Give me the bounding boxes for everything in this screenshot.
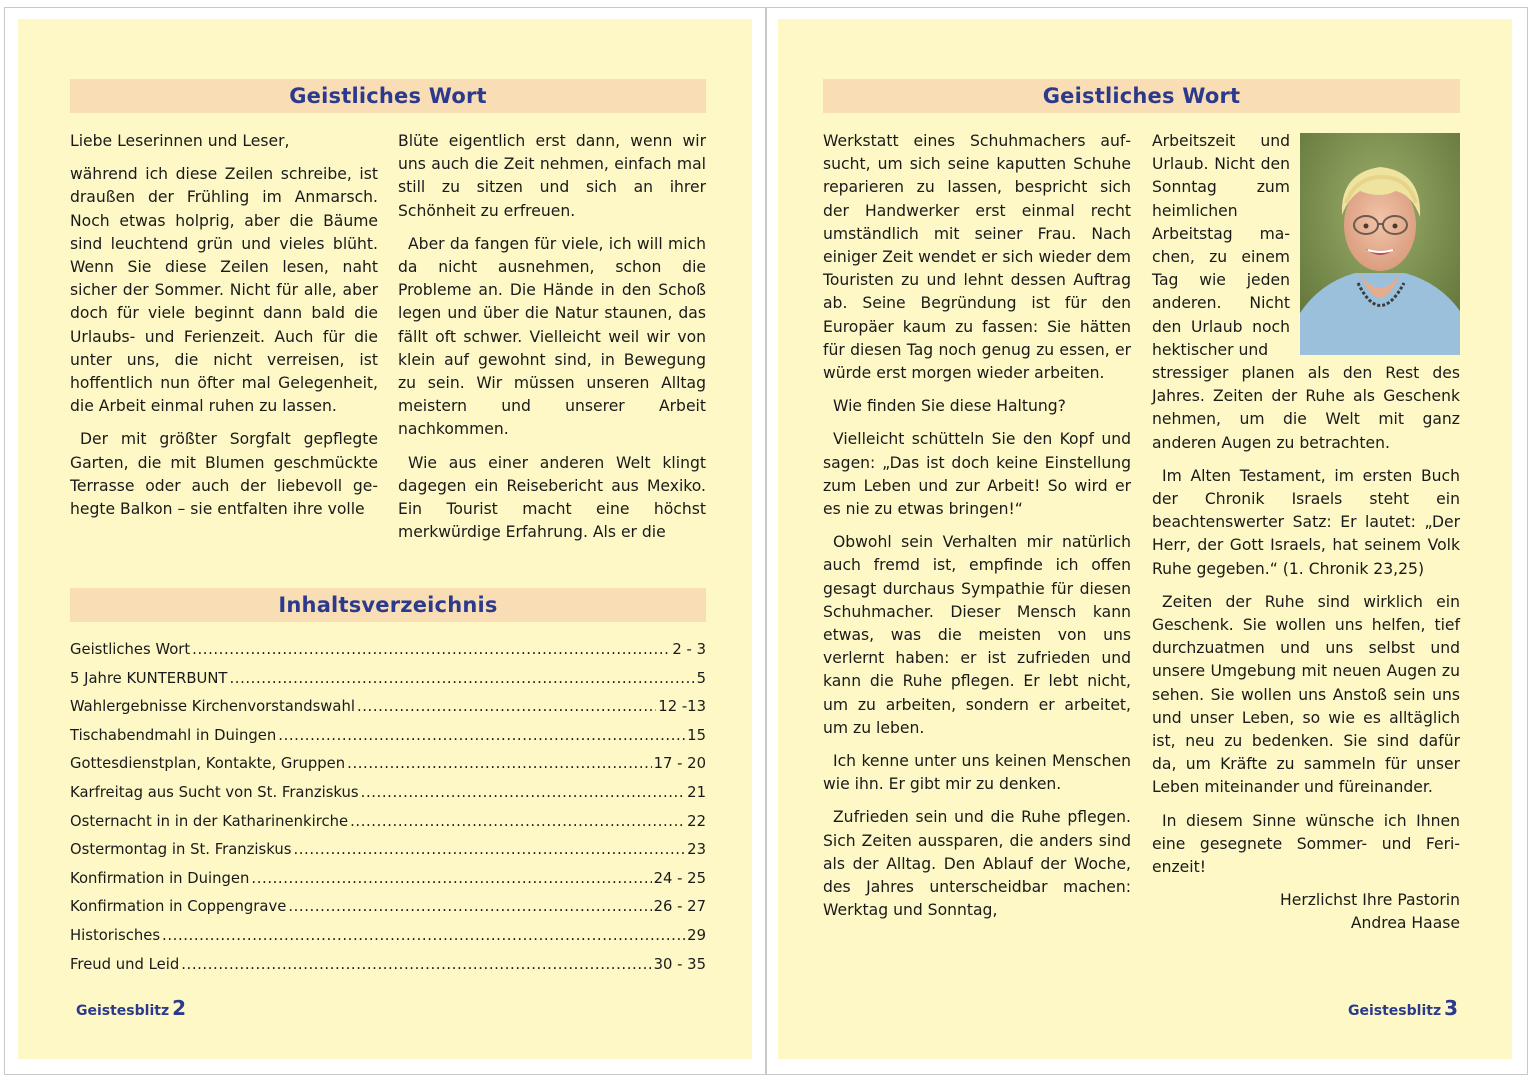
toc-title: Tischabendmahl in Duingen [70, 726, 277, 744]
footer-label: Geistesblitz [76, 1003, 170, 1019]
toc-page: 24 - 25 [653, 869, 706, 887]
toc-page: 29 [687, 926, 706, 944]
paragraph: Werkstatt eines Schuhmachers aufsucht, um sich seine kaputten Schuhe reparieren zu lassen, bespricht sich der Handwerker erst einmal recht umständlich mit seiner Frau. Nach einiger Zeit wendet er sich wieder dem Touristen zu und lehnt dessen Auftrag ab. Seine Begründung ist für den Europäer kaum zu fassen: Sie hätten für diesen Tag noch genug zu essen, er würde erst morgen wieder arbeiten. [823, 132, 1131, 383]
toc-dot-leader [181, 956, 651, 973]
right-footer [1348, 996, 1458, 1020]
paragraph: Aber da fangen für viele, ich will mich da nicht ausnehmen, schon die Probleme an. Die Hände in den Schoß legen und über die Natur staunen, das fällt oft schwer. Vielleicht weil wir von klein auf gewohnt sind, in Bewegung zu sein. Wir müssen unseren Alltag meistern und unserer Arbeit nachkommen. [398, 234, 706, 439]
paragraph: Vielleicht schütteln Sie den Kopf und sagen: „Das ist doch keine Einstellung zum Leben und zur Arbeit! So wird er es nie zu etwas bringen!“ [823, 430, 1131, 519]
toc-page: 30 - 35 [653, 955, 706, 973]
toc-dot-leader [293, 841, 685, 858]
toc-dot-leader [350, 813, 685, 830]
toc-entry [70, 927, 706, 956]
toc-page: 17 - 20 [653, 755, 706, 773]
toc-entry [70, 813, 706, 842]
footer-label: Geistesblitz [1348, 1003, 1442, 1019]
paragraph: Im Alten Testament, im ersten Buch der Chronik Israels steht ein beachtenswerter Satz: Er lautet: „Der Herr, der Gott Israels, hat seinem Volk Ruhe gegeben.“ (1. Chronik 23,25) [1152, 466, 1460, 578]
page-number: 2 [172, 996, 187, 1020]
toc-title: Ostermontag in St. Franziskus [70, 841, 292, 859]
toc-title: Konfirmation in Coppengrave [70, 898, 287, 916]
left-footer [76, 996, 186, 1020]
signature-line: Herzlichst Ihre Pastorin [1280, 891, 1460, 910]
toc-title: Osternacht in in der Katharinenkirche [70, 812, 349, 830]
toc-page: 2 - 3 [672, 641, 706, 658]
toc-entry [70, 898, 706, 927]
paragraph: Obwohl sein Verhalten mir natürlich auch fremd ist, empfinde ich offen gesagt durchaus Sympathie für diesen Schuhmacher. Dieser Mensch kann etwas, was die meisten von uns verlernt haben: er ist zufrieden und kann die Ruhe pflegen. Er lebt nicht, um zu arbeiten, sondern er arbeitet, um zu leben. [823, 533, 1131, 737]
left-column-2 [398, 130, 706, 554]
toc-page: 15 [687, 726, 706, 744]
page-number: 3 [1444, 996, 1459, 1020]
toc-entry [70, 727, 706, 756]
right-column-2-wrap [1152, 130, 1290, 372]
toc-entry [70, 755, 706, 784]
toc-page: 26 - 27 [653, 898, 706, 916]
right-heading: Geistliches Wort [823, 79, 1460, 113]
right-column-2 [1152, 362, 1460, 946]
table-of-contents [70, 641, 706, 984]
toc-entry [70, 784, 706, 813]
toc-dot-leader [361, 784, 686, 801]
left-column-1 [70, 130, 378, 531]
toc-title: Historisches [70, 926, 161, 944]
paragraph: während ich diese Zeilen schreibe, ist draußen der Frühling im Anmarsch. Noch etwas holprig, aber die Bäume sind leuchtend grün und vieles blüht. Wenn Sie diese Zeilen lesen, naht sicher der Sommer. Nicht für alle, aber doch für viele beginnt dann bald die Urlaubs- und Ferienzeit. Auch für die unter uns, die nicht verreisen, ist hoffentlich nun öfter mal Gelegenheit, die Arbeit einmal ruhen zu lassen. [70, 165, 378, 416]
paragraph: Ich kenne unter uns keinen Menschen wie ihn. Er gibt mir zu denken. [823, 752, 1131, 794]
signature-name: Andrea Haase [1350, 914, 1460, 933]
paragraph: Zeiten der Ruhe sind wirklich ein Geschenk. Sie wollen uns helfen, tief durchzuatmen und uns selbst und unsere Umgebung mit neuen Augen zu sehen. Sie wollen uns Anstoß sein uns und unser Leben, so wie es alltäglich ist, neu zu bedenken. Sie sind dafür da, um Kräfte zu sammeln für unser Leben miteinander und füreinander. [1152, 592, 1460, 797]
toc-dot-leader [288, 898, 651, 915]
paragraph: stressiger planen als den Rest des Jahres. Zeiten der Ruhe als Geschenk nehmen, um die Welt mit ganz anderen Augen zu betrachten. [1152, 364, 1460, 452]
left-heading: Geistliches Wort [70, 79, 706, 113]
toc-title: Freud und Leid [70, 955, 180, 973]
toc-page: 23 [687, 841, 706, 859]
salutation: Liebe Leserinnen und Leser, [70, 132, 290, 150]
toc-title: Geistliches Wort [70, 641, 191, 658]
paragraph: Blüte eigentlich erst dann, wenn wir uns auch die Zeit nehmen, einfach mal still zu sitzen und sich an ihrer Schönheit zu erfreuen. [398, 132, 706, 220]
toc-dot-leader [347, 755, 651, 772]
toc-title: Wahlergebnisse Kirchenvorstandswahl [70, 698, 355, 716]
toc-page: 5 [696, 669, 706, 687]
toc-page: 12 -13 [658, 698, 706, 716]
toc-title: Karfreitag aus Sucht von St. Franziskus [70, 783, 359, 801]
toc-entry [70, 670, 706, 699]
toc-entry [70, 870, 706, 899]
toc-entry [70, 841, 706, 870]
toc-dot-leader [229, 670, 694, 687]
paragraph: In diesem Sinne wünsche ich Ihnen eine gesegnete Sommer- und Ferienzeit! [1152, 811, 1460, 877]
toc-page: 22 [687, 812, 706, 830]
paragraph: Wie aus einer anderen Welt klingt dagegen ein Reisebericht aus Mexiko. Ein Tourist macht eine höchst merkwürdige Erfahrung. Als er die [398, 453, 706, 542]
toc-entry [70, 956, 706, 985]
toc-entry [70, 698, 706, 727]
toc-title: Konfirmation in Duingen [70, 869, 250, 887]
toc-dot-leader [192, 641, 670, 658]
toc-dot-leader [278, 727, 685, 744]
paragraph: Der mit größter Sorgfalt gepflegte Garten, die mit Blumen geschmückte Terrasse oder auch der liebevoll gehegte Balkon – sie entfalten ihre volle [70, 430, 378, 519]
toc-dot-leader [357, 698, 656, 715]
toc-entry [70, 641, 706, 670]
paragraph: Arbeitszeit und Urlaub. Nicht den Sonntag zum heimlichen Arbeitstag machen, zu einem Tag wie jeden anderen. Nicht den Urlaub noch hektischer und [1152, 132, 1290, 359]
toc-title: 5 Jahre KUNTERBUNT [70, 669, 228, 687]
toc-title: Gottesdienstplan, Kontakte, Gruppen [70, 755, 346, 773]
toc-heading: Inhaltsverzeichnis [70, 588, 706, 622]
toc-dot-leader [162, 927, 685, 944]
toc-dot-leader [251, 870, 651, 887]
pastor-portrait-photo [1300, 133, 1460, 355]
right-column-1 [823, 130, 1131, 933]
paragraph: Wie finden Sie diese Haltung? [833, 397, 1066, 416]
toc-page: 21 [687, 783, 706, 801]
paragraph: Zufrieden sein und die Ruhe pflegen. Sich Zeiten aussparen, die anders sind als der Alltag. Den Ablauf der Woche, des Jahres unterscheidbar machen: Werktag und Sonntag, [823, 808, 1131, 920]
